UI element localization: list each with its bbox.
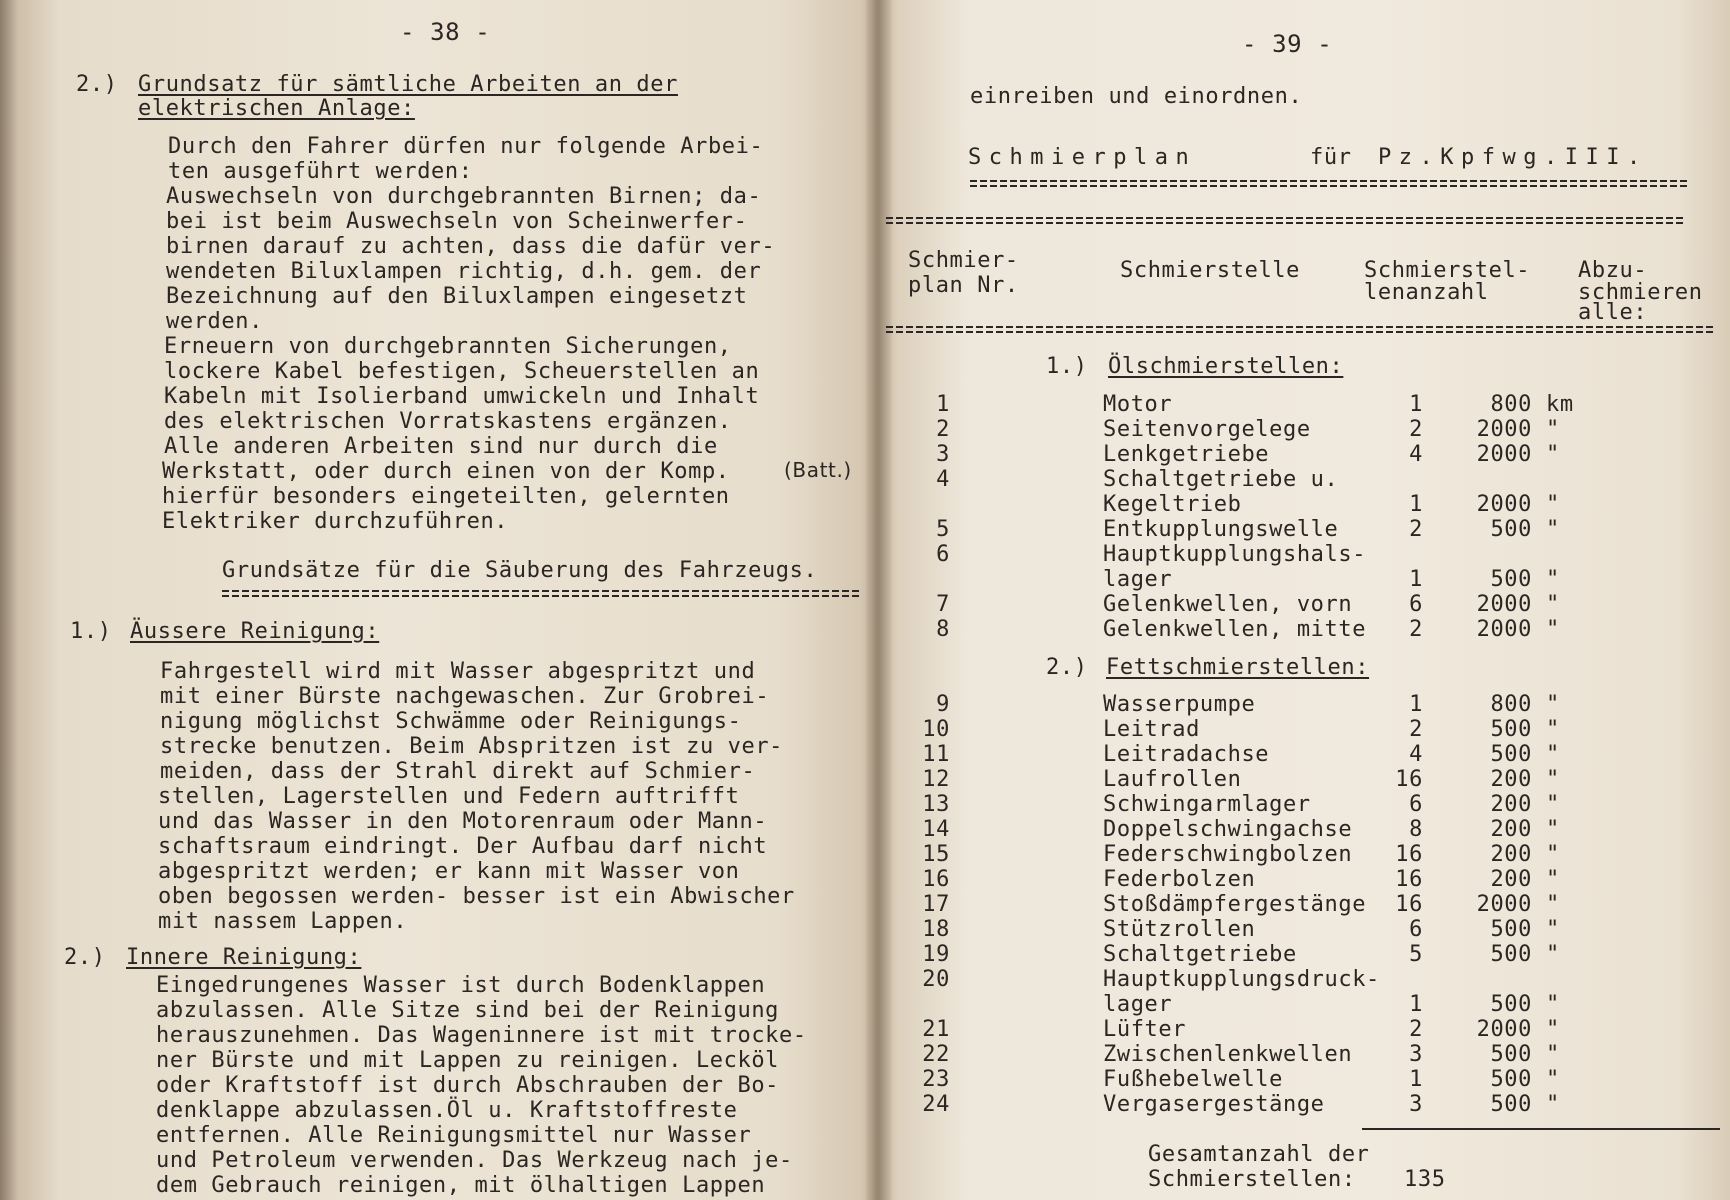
row-lubrication-point: Motor xyxy=(1103,392,1173,417)
row-lubrication-point: Schaltgetriebe xyxy=(1103,942,1297,967)
row-point-count: 5 xyxy=(1409,942,1423,967)
header-bottom-rule xyxy=(886,326,1716,334)
col-nr-line-2: plan Nr. xyxy=(908,273,1019,298)
row-interval: 2000 xyxy=(1476,617,1532,642)
body-line: abzulassen. Alle Sitze sind bei der Reinigung xyxy=(156,998,780,1023)
body-line: Werkstatt, oder durch einen von der Komp. xyxy=(162,459,730,484)
row-number: 11 xyxy=(922,742,950,767)
row-point-count: 1 xyxy=(1409,492,1423,517)
inner-cleaning-number: 2.) xyxy=(64,945,106,970)
row-number: 6 xyxy=(936,542,950,567)
table-row xyxy=(878,592,1730,617)
row-point-count: 6 xyxy=(1409,917,1423,942)
row-lubrication-point: Federbolzen xyxy=(1103,867,1256,892)
row-number: 16 xyxy=(922,867,950,892)
row-point-count: 2 xyxy=(1409,1017,1423,1042)
body-line: strecke benutzen. Beim Abspritzen ist zu ver- xyxy=(160,734,784,759)
body-line: des elektrischen Vorratskastens ergänzen. xyxy=(164,409,732,434)
table-row xyxy=(878,417,1730,442)
row-unit: " xyxy=(1546,842,1560,867)
body-line: oder Kraftstoff ist durch Abschrauben der Bo- xyxy=(156,1073,780,1098)
body-line: mit einer Bürste nachgewaschen. Zur Grobrei- xyxy=(160,684,770,709)
row-point-count: 6 xyxy=(1409,592,1423,617)
col-alle-line-1: Abzu- xyxy=(1578,258,1648,283)
row-unit: " xyxy=(1546,592,1560,617)
body-line: Bezeichnung auf den Biluxlampen eingesetzt xyxy=(166,284,748,309)
row-point-count: 16 xyxy=(1395,842,1423,867)
row-lubrication-point: Gelenkwellen, vorn xyxy=(1103,592,1353,617)
row-point-count: 2 xyxy=(1409,517,1423,542)
body-line: Erneuern von durchgebrannten Sicherungen, xyxy=(164,334,732,359)
body-line: meiden, dass der Strahl direkt auf Schmier- xyxy=(160,759,756,784)
plan-title-word: Schmierplan xyxy=(968,145,1197,170)
body-line: lockere Kabel befestigen, Scheuerstellen an xyxy=(164,359,760,384)
row-number: 2 xyxy=(936,417,950,442)
row-point-count: 1 xyxy=(1409,992,1423,1017)
row-unit: " xyxy=(1546,992,1560,1017)
total-rule xyxy=(1362,1128,1720,1130)
title-double-rule xyxy=(970,180,1690,188)
table-row xyxy=(878,617,1730,642)
row-lubrication-point: Entkupplungswelle xyxy=(1103,517,1339,542)
row-unit: " xyxy=(1546,817,1560,842)
body-line: bei ist beim Auswechseln von Scheinwerfer- xyxy=(166,209,748,234)
col-schmierstelle: Schmierstelle xyxy=(1120,258,1300,283)
row-interval: 500 xyxy=(1490,1042,1532,1067)
body-line: dem Gebrauch reinigen, mit ölhaltigen Lappen xyxy=(156,1173,766,1198)
row-number: 12 xyxy=(922,767,950,792)
group-1-number: 1.) xyxy=(1046,354,1088,379)
row-interval: 500 xyxy=(1490,1067,1532,1092)
row-point-count: 2 xyxy=(1409,717,1423,742)
row-interval: 2000 xyxy=(1476,442,1532,467)
row-lubrication-point: Zwischenlenkwellen xyxy=(1103,1042,1353,1067)
row-interval: 200 xyxy=(1490,842,1532,867)
continuation-line: einreiben und einordnen. xyxy=(970,84,1303,109)
body-line: werden. xyxy=(166,309,263,334)
body-line: oben begossen werden- besser ist ein Abwischer xyxy=(158,884,795,909)
table-row xyxy=(878,992,1730,1017)
row-interval: 2000 xyxy=(1476,417,1532,442)
row-lubrication-point: lager xyxy=(1103,567,1173,592)
row-interval: 500 xyxy=(1490,917,1532,942)
row-interval: 200 xyxy=(1490,767,1532,792)
table-row xyxy=(878,817,1730,842)
row-unit: " xyxy=(1546,1067,1560,1092)
row-lubrication-point: Stoßdämpfergestänge xyxy=(1103,892,1367,917)
row-point-count: 3 xyxy=(1409,1042,1423,1067)
row-point-count: 2 xyxy=(1409,417,1423,442)
group-2-number: 2.) xyxy=(1046,655,1088,680)
row-lubrication-point: Schaltgetriebe u. xyxy=(1103,467,1339,492)
row-number: 19 xyxy=(922,942,950,967)
row-number: 8 xyxy=(936,617,950,642)
right-page xyxy=(878,0,1730,1200)
group-2-title: Fettschmierstellen: xyxy=(1106,655,1370,680)
body-line: Fahrgestell wird mit Wasser abgespritzt und xyxy=(160,659,756,684)
row-interval: 500 xyxy=(1490,1092,1532,1117)
row-interval: 200 xyxy=(1490,817,1532,842)
row-number: 24 xyxy=(922,1092,950,1117)
row-lubrication-point: Lüfter xyxy=(1103,1017,1187,1042)
row-interval: 200 xyxy=(1490,792,1532,817)
row-interval: 2000 xyxy=(1476,1017,1532,1042)
body-line: nigung möglichst Schwämme oder Reinigungs- xyxy=(160,709,742,734)
table-row xyxy=(878,567,1730,592)
outer-cleaning-heading: Äussere Reinigung: xyxy=(130,619,380,644)
table-top-rule xyxy=(886,217,1686,225)
body-line: wendeten Biluxlampen richtig, d.h. gem. der xyxy=(166,259,762,284)
table-row xyxy=(878,1092,1730,1117)
row-number: 14 xyxy=(922,817,950,842)
row-interval: 800 xyxy=(1490,692,1532,717)
body-line: und Petroleum verwenden. Das Werkzeug nach je- xyxy=(156,1148,793,1173)
table-row xyxy=(878,942,1730,967)
row-unit: " xyxy=(1546,717,1560,742)
row-interval: 800 xyxy=(1490,392,1532,417)
row-point-count: 1 xyxy=(1409,567,1423,592)
row-unit: " xyxy=(1546,767,1560,792)
table-row xyxy=(878,692,1730,717)
body-line: herauszunehmen. Das Wageninnere ist mit trocke- xyxy=(156,1023,807,1048)
row-point-count: 1 xyxy=(1409,392,1423,417)
table-row xyxy=(878,492,1730,517)
page-number-38: - 38 - xyxy=(400,18,491,46)
row-point-count: 3 xyxy=(1409,1092,1423,1117)
row-unit: " xyxy=(1546,492,1560,517)
row-unit: " xyxy=(1546,867,1560,892)
body-line: abgespritzt werden; er kann mit Wasser von xyxy=(158,859,740,884)
row-unit: km xyxy=(1546,392,1574,417)
table-row xyxy=(878,1042,1730,1067)
col-alle-line-3: alle: xyxy=(1578,300,1648,325)
body-line: und das Wasser in den Motorenraum oder Mann- xyxy=(158,809,768,834)
table-row xyxy=(878,542,1730,567)
section-2-number: 2.) xyxy=(76,72,118,97)
col-alle-line-2: schmieren xyxy=(1578,280,1703,305)
row-interval: 500 xyxy=(1490,567,1532,592)
row-number: 21 xyxy=(922,1017,950,1042)
row-lubrication-point: lager xyxy=(1103,992,1173,1017)
group-1-title: Ölschmierstellen: xyxy=(1108,354,1344,379)
body-line: mit nassem Lappen. xyxy=(158,909,408,934)
body-line: Alle anderen Arbeiten sind nur durch die xyxy=(164,434,718,459)
section-2-heading-line-1: Grundsatz für sämtliche Arbeiten an der xyxy=(138,72,678,97)
table-row xyxy=(878,467,1730,492)
row-point-count: 6 xyxy=(1409,792,1423,817)
body-line: entfernen. Alle Reinigungsmittel nur Wasser xyxy=(156,1123,752,1148)
row-number: 3 xyxy=(936,442,950,467)
row-number: 15 xyxy=(922,842,950,867)
cleaning-heading: Grundsätze für die Säuberung des Fahrzeugs. xyxy=(222,558,818,583)
body-line: ten ausgeführt werden: xyxy=(168,159,473,184)
body-line: stellen, Lagerstellen und Federn auftrifft xyxy=(158,784,740,809)
row-lubrication-point: Hauptkupplungshals- xyxy=(1103,542,1367,567)
table-row xyxy=(878,717,1730,742)
body-line: ner Bürste und mit Lappen zu reinigen. Lecköl xyxy=(156,1048,780,1073)
row-lubrication-point: Leitradachse xyxy=(1103,742,1270,767)
row-unit: " xyxy=(1546,442,1560,467)
table-row xyxy=(878,1017,1730,1042)
row-number: 22 xyxy=(922,1042,950,1067)
row-unit: " xyxy=(1546,792,1560,817)
row-interval: 500 xyxy=(1490,992,1532,1017)
row-number: 17 xyxy=(922,892,950,917)
row-interval: 500 xyxy=(1490,942,1532,967)
row-unit: " xyxy=(1546,917,1560,942)
body-line: birnen darauf zu achten, dass die dafür ver- xyxy=(166,234,776,259)
row-number: 18 xyxy=(922,917,950,942)
row-interval: 500 xyxy=(1490,517,1532,542)
page-number-39: - 39 - xyxy=(1242,30,1333,58)
row-lubrication-point: Wasserpumpe xyxy=(1103,692,1256,717)
row-point-count: 2 xyxy=(1409,617,1423,642)
row-lubrication-point: Schwingarmlager xyxy=(1103,792,1311,817)
book-gutter xyxy=(866,0,892,1200)
table-row xyxy=(878,1067,1730,1092)
inner-cleaning-heading: Innere Reinigung: xyxy=(126,945,362,970)
row-number: 9 xyxy=(936,692,950,717)
section-2-heading-line-2: elektrischen Anlage: xyxy=(138,96,415,121)
row-lubrication-point: Lenkgetriebe xyxy=(1103,442,1270,467)
total-label-line-1: Gesamtanzahl der xyxy=(1148,1142,1370,1167)
row-point-count: 8 xyxy=(1409,817,1423,842)
row-number: 13 xyxy=(922,792,950,817)
table-row xyxy=(878,842,1730,867)
row-unit: " xyxy=(1546,617,1560,642)
col-anzahl-line-2: lenanzahl xyxy=(1364,280,1489,305)
row-lubrication-point: Fußhebelwelle xyxy=(1103,1067,1283,1092)
row-lubrication-point: Kegeltrieb xyxy=(1103,492,1242,517)
row-interval: 200 xyxy=(1490,867,1532,892)
body-line: hierfür besonders eingeteilten, gelernten xyxy=(162,484,730,509)
outer-cleaning-number: 1.) xyxy=(70,619,112,644)
body-line: Kabeln mit Isolierband umwickeln und Inhalt xyxy=(164,384,760,409)
row-lubrication-point: Doppelschwingachse xyxy=(1103,817,1353,842)
row-interval: 2000 xyxy=(1476,892,1532,917)
row-unit: " xyxy=(1546,1017,1560,1042)
row-lubrication-point: Seitenvorgelege xyxy=(1103,417,1311,442)
row-interval: 2000 xyxy=(1476,592,1532,617)
table-row xyxy=(878,442,1730,467)
row-unit: " xyxy=(1546,742,1560,767)
row-point-count: 16 xyxy=(1395,767,1423,792)
row-number: 7 xyxy=(936,592,950,617)
table-row xyxy=(878,392,1730,417)
row-lubrication-point: Laufrollen xyxy=(1103,767,1242,792)
row-lubrication-point: Federschwingbolzen xyxy=(1103,842,1353,867)
double-rule xyxy=(222,590,860,598)
body-line: Durch den Fahrer dürfen nur folgende Arbei- xyxy=(168,134,764,159)
handwritten-note: (Batt.) xyxy=(784,458,852,482)
row-number: 5 xyxy=(936,517,950,542)
row-unit: " xyxy=(1546,567,1560,592)
row-lubrication-point: Gelenkwellen, mitte xyxy=(1103,617,1367,642)
row-lubrication-point: Stützrollen xyxy=(1103,917,1256,942)
total-value: 135 xyxy=(1404,1167,1446,1192)
body-line: Elektriker durchzuführen. xyxy=(162,509,509,534)
row-number: 4 xyxy=(936,467,950,492)
row-interval: 500 xyxy=(1490,742,1532,767)
row-point-count: 1 xyxy=(1409,692,1423,717)
row-point-count: 16 xyxy=(1395,867,1423,892)
col-anzahl-line-1: Schmierstel- xyxy=(1364,258,1531,283)
row-number: 10 xyxy=(922,717,950,742)
row-unit: " xyxy=(1546,942,1560,967)
row-point-count: 4 xyxy=(1409,742,1423,767)
row-unit: " xyxy=(1546,1092,1560,1117)
body-line: denklappe abzulassen.Öl u. Kraftstoffreste xyxy=(156,1098,738,1123)
row-unit: " xyxy=(1546,1042,1560,1067)
table-row xyxy=(878,867,1730,892)
row-unit: " xyxy=(1546,417,1560,442)
row-number: 1 xyxy=(936,392,950,417)
body-line: Eingedrungenes Wasser ist durch Bodenklappen xyxy=(156,973,766,998)
table-row xyxy=(878,967,1730,992)
row-lubrication-point: Hauptkupplungsdruck- xyxy=(1103,967,1380,992)
plan-title-fuer: für xyxy=(1310,145,1352,170)
row-unit: " xyxy=(1546,692,1560,717)
row-unit: " xyxy=(1546,892,1560,917)
body-line: Auswechseln von durchgebrannten Birnen; da- xyxy=(166,184,762,209)
table-row xyxy=(878,742,1730,767)
row-point-count: 1 xyxy=(1409,1067,1423,1092)
row-number: 23 xyxy=(922,1067,950,1092)
table-row xyxy=(878,792,1730,817)
body-line: schaftsraum eindringt. Der Aufbau darf nicht xyxy=(158,834,768,859)
row-lubrication-point: Leitrad xyxy=(1103,717,1200,742)
row-unit: " xyxy=(1546,517,1560,542)
table-row xyxy=(878,917,1730,942)
table-row xyxy=(878,892,1730,917)
row-interval: 2000 xyxy=(1476,492,1532,517)
plan-title-vehicle: Pz.Kpfwg.III. xyxy=(1378,145,1648,170)
row-point-count: 16 xyxy=(1395,892,1423,917)
table-row xyxy=(878,517,1730,542)
row-interval: 500 xyxy=(1490,717,1532,742)
row-number: 20 xyxy=(922,967,950,992)
total-label-line-2: Schmierstellen: xyxy=(1148,1167,1356,1192)
col-nr-line-1: Schmier- xyxy=(908,248,1019,273)
row-point-count: 4 xyxy=(1409,442,1423,467)
table-row xyxy=(878,767,1730,792)
row-lubrication-point: Vergasergestänge xyxy=(1103,1092,1325,1117)
